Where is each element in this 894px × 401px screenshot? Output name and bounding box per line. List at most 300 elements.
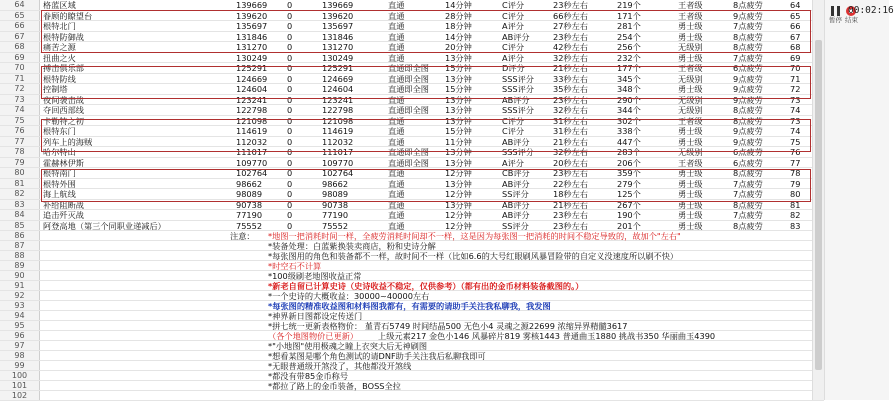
row-number[interactable]: 65 [0, 11, 40, 21]
cell-typ[interactable]: 直通 [388, 136, 405, 147]
row-number[interactable]: 100 [0, 371, 40, 380]
cell-z[interactable]: 0 [287, 147, 293, 157]
cell-ev[interactable]: C评分 [502, 42, 525, 52]
cell-ct[interactable]: 31秒左右 [553, 115, 588, 126]
cell-lv[interactable]: 勇士级 [678, 126, 703, 136]
cell-typ[interactable]: 直通 [388, 94, 405, 105]
cell-z[interactable]: 0 [287, 10, 293, 21]
cell-num[interactable]: 76 [790, 147, 801, 157]
row-number[interactable]: 92 [0, 291, 40, 300]
cell-tired[interactable]: 8点疲劳 [733, 105, 763, 115]
table-row[interactable] [0, 189, 824, 200]
cell-hp[interactable]: 124604 [236, 84, 268, 94]
cell-name[interactable]: 根特防线 [43, 73, 76, 84]
cell-hp[interactable]: 139669 [236, 0, 268, 10]
row-number[interactable]: 91 [0, 281, 40, 290]
table-row[interactable] [0, 137, 824, 148]
cell-z[interactable]: 0 [287, 42, 293, 52]
cell-typ[interactable]: 直通即全图 [388, 84, 429, 94]
cell-gold[interactable]: 219个 [617, 0, 641, 10]
cell-num[interactable]: 66 [790, 21, 801, 31]
cell-ev[interactable]: AB评分 [502, 136, 530, 147]
cell-tired[interactable]: 8点疲劳 [733, 115, 763, 126]
cell-tired[interactable]: 8点疲劳 [733, 31, 763, 42]
cell-tm[interactable]: 15分钟 [445, 126, 472, 136]
vertical-scrollbar[interactable] [812, 0, 824, 400]
cell-tm[interactable]: 14分钟 [445, 31, 472, 42]
row-number[interactable]: 69 [0, 53, 40, 63]
cell-ct[interactable]: 21秒左右 [553, 199, 588, 210]
cell-num[interactable]: 80 [790, 189, 801, 199]
cell-hp2[interactable]: 135697 [322, 21, 354, 31]
cell-ct[interactable]: 20秒左右 [553, 157, 588, 168]
cell-typ[interactable]: 直通即全图 [388, 105, 429, 115]
row-number[interactable]: 93 [0, 301, 40, 310]
cell-tm[interactable]: 13分钟 [445, 73, 472, 84]
cell-name[interactable]: 控制塔 [43, 84, 68, 94]
cell-z[interactable]: 0 [287, 115, 293, 126]
cell-lv[interactable]: 王者级 [678, 157, 703, 168]
row-number[interactable]: 71 [0, 74, 40, 84]
cell-ev[interactable]: AB评分 [502, 94, 530, 105]
cell-z[interactable]: 0 [287, 94, 293, 105]
cell-hp2[interactable]: 139669 [322, 0, 354, 10]
cell-typ[interactable]: 直通 [388, 189, 405, 199]
cell-typ[interactable]: 直通即全图 [388, 147, 429, 157]
cell-ev[interactable]: SS评分 [502, 220, 529, 231]
cell-name[interactable]: 根特外围 [43, 178, 76, 189]
cell-typ[interactable]: 直通 [388, 220, 405, 231]
cell-num[interactable]: 83 [790, 220, 801, 231]
cell-hp2[interactable]: 90738 [322, 199, 349, 210]
row-number[interactable]: 90 [0, 271, 40, 280]
cell-gold[interactable]: 338个 [617, 126, 641, 136]
row-number[interactable]: 102 [0, 391, 40, 400]
cell-tired[interactable]: 7点疲劳 [733, 21, 763, 31]
cell-tm[interactable]: 13分钟 [445, 157, 472, 168]
cell-name[interactable]: 夺回西部线 [43, 105, 84, 115]
row-number[interactable]: 99 [0, 361, 40, 370]
cell-num[interactable]: 70 [790, 63, 801, 73]
cell-typ[interactable]: 直通 [388, 42, 405, 52]
cell-ct[interactable]: 23秒左右 [553, 220, 588, 231]
cell-lv[interactable]: 无级别 [678, 105, 703, 115]
cell-name[interactable]: 卡勒特之初 [43, 115, 84, 126]
row-number[interactable]: 83 [0, 200, 40, 210]
row-number[interactable]: 82 [0, 189, 40, 199]
cell-lv[interactable]: 王者级 [678, 10, 703, 21]
cell-ev[interactable]: A评分 [502, 21, 524, 31]
cell-hp2[interactable]: 131846 [322, 31, 354, 42]
cell-gold[interactable]: 281个 [617, 21, 641, 31]
cell-gold[interactable]: 232个 [617, 52, 641, 63]
cell-name[interactable]: 痛苦之源 [43, 42, 76, 52]
cell-gold[interactable]: 344个 [617, 105, 641, 115]
cell-lv[interactable]: 勇士级 [678, 189, 703, 199]
cell-tm[interactable]: 12分钟 [445, 220, 472, 231]
row-number[interactable]: 70 [0, 63, 40, 73]
row-number[interactable]: 85 [0, 221, 40, 231]
cell-gold[interactable]: 359个 [617, 168, 641, 178]
cell-hp[interactable]: 124669 [236, 73, 268, 84]
cell-typ[interactable]: 直通 [388, 52, 405, 63]
cell-tm[interactable]: 28分钟 [445, 10, 472, 21]
cell-name[interactable]: 哈尔特山 [43, 147, 76, 157]
row-number[interactable]: 75 [0, 116, 40, 126]
cell-ev[interactable]: SSS评分 [502, 147, 534, 157]
cell-z[interactable]: 0 [287, 0, 293, 10]
cell-typ[interactable]: 直通即全图 [388, 63, 429, 73]
row-number[interactable]: 89 [0, 261, 40, 270]
table-row[interactable] [0, 261, 824, 271]
row-number[interactable]: 73 [0, 95, 40, 105]
table-row[interactable] [0, 200, 824, 211]
cell-num[interactable]: 73 [790, 115, 801, 126]
cell-gold[interactable]: 345个 [617, 73, 641, 84]
cell-z[interactable]: 0 [287, 52, 293, 63]
cell-lv[interactable]: 王者级 [678, 63, 703, 73]
row-number[interactable]: 78 [0, 147, 40, 157]
cell-gold[interactable]: 171个 [617, 10, 641, 21]
cell-hp[interactable]: 98089 [236, 189, 263, 199]
cell-tired[interactable]: 8点疲劳 [733, 199, 763, 210]
cell-num[interactable]: 79 [790, 178, 801, 189]
cell-typ[interactable]: 直通 [388, 21, 405, 31]
table-row[interactable] [0, 179, 824, 190]
cell-hp[interactable]: 130249 [236, 52, 268, 63]
cell-num[interactable]: 78 [790, 168, 801, 178]
cell-num[interactable]: 65 [790, 10, 801, 21]
cell-hp2[interactable]: 124604 [322, 84, 354, 94]
table-row[interactable] [0, 74, 824, 85]
cell-z[interactable]: 0 [287, 220, 293, 231]
cell-tm[interactable]: 12分钟 [445, 210, 472, 220]
cell-z[interactable]: 0 [287, 63, 293, 73]
cell-hp2[interactable]: 125291 [322, 63, 354, 73]
cell-num[interactable]: 68 [790, 42, 801, 52]
cell-gold[interactable]: 256个 [617, 42, 641, 52]
cell-gold[interactable]: 177个 [617, 63, 641, 73]
cell-tm[interactable]: 15分钟 [445, 63, 472, 73]
row-number[interactable]: 68 [0, 42, 40, 52]
row-number[interactable]: 96 [0, 331, 40, 340]
table-row[interactable] [0, 32, 824, 43]
cell-hp[interactable]: 135697 [236, 21, 268, 31]
cell-name[interactable]: 海上航线 [43, 189, 76, 199]
cell-hp[interactable]: 75552 [236, 220, 263, 231]
cell-tired[interactable]: 8点疲劳 [733, 0, 763, 10]
cell-typ[interactable]: 直通 [388, 178, 405, 189]
cell-z[interactable]: 0 [287, 31, 293, 42]
table-row[interactable] [0, 147, 824, 158]
cell-lv[interactable]: 无级别 [678, 147, 703, 157]
cell-gold[interactable]: 206个 [617, 157, 641, 168]
cell-tired[interactable]: 6点疲劳 [733, 147, 763, 157]
cell-ct[interactable]: 23秒左右 [553, 0, 588, 10]
cell-name[interactable]: 根特东门 [43, 126, 76, 136]
cell-hp2[interactable]: 102764 [322, 168, 354, 178]
cell-z[interactable]: 0 [287, 189, 293, 199]
cell-gold[interactable]: 125个 [617, 189, 641, 199]
table-row[interactable] [0, 168, 824, 179]
cell-name[interactable]: 补给阻断战 [43, 199, 84, 210]
cell-name[interactable]: 追击歼灭战 [43, 210, 84, 220]
cell-typ[interactable]: 直通 [388, 10, 405, 21]
cell-gold[interactable]: 279个 [617, 178, 641, 189]
cell-ev[interactable]: SSS评分 [502, 105, 534, 115]
cell-hp[interactable]: 139620 [236, 10, 268, 21]
cell-ev[interactable]: C评分 [502, 126, 525, 136]
cell-ct[interactable]: 66秒左右 [553, 10, 588, 21]
row-number[interactable]: 87 [0, 241, 40, 250]
cell-tm[interactable]: 13分钟 [445, 105, 472, 115]
table-row[interactable] [0, 63, 824, 74]
cell-tm[interactable]: 12分钟 [445, 189, 472, 199]
cell-hp2[interactable]: 112032 [322, 136, 354, 147]
cell-ev[interactable]: A评分 [502, 157, 524, 168]
cell-num[interactable]: 74 [790, 126, 801, 136]
cell-lv[interactable]: 王者级 [678, 0, 703, 10]
table-row[interactable] [0, 311, 824, 321]
cell-ct[interactable]: 32秒左右 [553, 52, 588, 63]
cell-ct[interactable]: 23秒左右 [553, 31, 588, 42]
table-row[interactable] [0, 381, 824, 391]
cell-tired[interactable]: 6点疲劳 [733, 157, 763, 168]
cell-typ[interactable]: 直通 [388, 0, 405, 10]
row-number[interactable]: 67 [0, 32, 40, 42]
row-number[interactable]: 101 [0, 381, 40, 390]
cell-num[interactable]: 81 [790, 199, 801, 210]
cell-name[interactable]: 阿登高地（第三个同职业递减后） [43, 220, 166, 231]
cell-tm[interactable]: 13分钟 [445, 94, 472, 105]
cell-hp[interactable]: 114619 [236, 126, 268, 136]
cell-ev[interactable]: CB评分 [502, 168, 530, 178]
row-number[interactable]: 77 [0, 137, 40, 147]
cell-ev[interactable]: C评分 [502, 0, 525, 10]
table-row[interactable] [0, 21, 824, 32]
cell-tired[interactable]: 6点疲劳 [733, 63, 763, 73]
cell-tm[interactable]: 13分钟 [445, 115, 472, 126]
cell-z[interactable]: 0 [287, 210, 293, 220]
cell-lv[interactable]: 勇士级 [678, 220, 703, 231]
cell-ev[interactable]: D评分 [502, 63, 525, 73]
cell-name[interactable]: 霍赫林伊斯 [43, 157, 84, 168]
cell-ev[interactable]: SSS评分 [502, 84, 534, 94]
cell-hp[interactable]: 121098 [236, 115, 268, 126]
cell-tired[interactable]: 7点疲劳 [733, 178, 763, 189]
cell-z[interactable]: 0 [287, 178, 293, 189]
cell-ev[interactable]: SS评分 [502, 189, 529, 199]
cell-ct[interactable]: 23秒左右 [553, 168, 588, 178]
cell-hp2[interactable]: 139620 [322, 10, 354, 21]
cell-hp2[interactable]: 121098 [322, 115, 354, 126]
cell-ct[interactable]: 23秒左右 [553, 94, 588, 105]
cell-ev[interactable]: C评分 [502, 115, 525, 126]
cell-z[interactable]: 0 [287, 105, 293, 115]
cell-ct[interactable]: 18秒左右 [553, 189, 588, 199]
cell-hp[interactable]: 102764 [236, 168, 268, 178]
cell-hp2[interactable]: 98089 [322, 189, 349, 199]
cell-lv[interactable]: 勇士级 [678, 84, 703, 94]
cell-typ[interactable]: 直通即全图 [388, 73, 429, 84]
row-number[interactable]: 94 [0, 311, 40, 320]
cell-gold[interactable]: 283个 [617, 147, 641, 157]
cell-ct[interactable]: 32秒左右 [553, 105, 588, 115]
cell-hp2[interactable]: 77190 [322, 210, 349, 220]
table-row[interactable] [0, 42, 824, 53]
cell-ct[interactable]: 22秒左右 [553, 178, 588, 189]
cell-name[interactable]: 根特防御战 [43, 31, 84, 42]
cell-lv[interactable]: 勇士级 [678, 52, 703, 63]
cell-hp[interactable]: 77190 [236, 210, 263, 220]
cell-num[interactable]: 82 [790, 210, 801, 220]
cell-hp2[interactable]: 98662 [322, 178, 349, 189]
row-number[interactable]: 86 [0, 231, 40, 240]
cell-ev[interactable]: A评分 [502, 52, 524, 63]
row-number[interactable]: 95 [0, 321, 40, 330]
cell-num[interactable]: 77 [790, 157, 801, 168]
cell-tired[interactable]: 8点疲劳 [733, 42, 763, 52]
cell-num[interactable]: 64 [790, 0, 801, 10]
table-row[interactable] [0, 105, 824, 116]
cell-ct[interactable]: 31秒左右 [553, 126, 588, 136]
cell-name[interactable]: 根特北门 [43, 21, 76, 31]
cell-ev[interactable]: SSS评分 [502, 73, 534, 84]
row-number[interactable]: 64 [0, 0, 40, 10]
cell-hp2[interactable]: 131270 [322, 42, 354, 52]
cell-num[interactable]: 74 [790, 105, 801, 115]
cell-z[interactable]: 0 [287, 136, 293, 147]
cell-tired[interactable]: 7点疲劳 [733, 210, 763, 220]
cell-z[interactable]: 0 [287, 73, 293, 84]
cell-ct[interactable]: 35秒左右 [553, 84, 588, 94]
cell-ct[interactable]: 32秒左右 [553, 147, 588, 157]
cell-tm[interactable]: 13分钟 [445, 52, 472, 63]
cell-hp[interactable]: 123241 [236, 94, 268, 105]
cell-tired[interactable]: 7点疲劳 [733, 189, 763, 199]
cell-lv[interactable]: 勇士级 [678, 31, 703, 42]
row-number[interactable]: 72 [0, 84, 40, 94]
row-number[interactable]: 66 [0, 21, 40, 31]
cell-ct[interactable]: 42秒左右 [553, 42, 588, 52]
cell-tired[interactable]: 9点疲劳 [733, 94, 763, 105]
cell-ct[interactable]: 21秒左右 [553, 136, 588, 147]
table-row[interactable] [0, 11, 824, 22]
cell-z[interactable]: 0 [287, 168, 293, 178]
cell-hp[interactable]: 131270 [236, 42, 268, 52]
cell-gold[interactable]: 302个 [617, 115, 641, 126]
cell-hp2[interactable]: 109770 [322, 157, 354, 168]
cell-ev[interactable]: AB评分 [502, 178, 530, 189]
cell-gold[interactable]: 290个 [617, 94, 641, 105]
cell-tm[interactable]: 13分钟 [445, 147, 472, 157]
cell-name[interactable]: 格蓝区域 [43, 0, 76, 10]
cell-gold[interactable]: 201个 [617, 220, 641, 231]
cell-hp2[interactable]: 75552 [322, 220, 349, 231]
cell-hp[interactable]: 112032 [236, 136, 268, 147]
cell-num[interactable]: 72 [790, 84, 801, 94]
cell-lv[interactable]: 王者级 [678, 115, 703, 126]
cell-z[interactable]: 0 [287, 21, 293, 31]
cell-hp2[interactable]: 124669 [322, 73, 354, 84]
cell-lv[interactable]: 勇士级 [678, 136, 703, 147]
cell-hp[interactable]: 122798 [236, 105, 268, 115]
row-number[interactable]: 76 [0, 126, 40, 136]
table-row[interactable] [0, 221, 824, 232]
cell-num[interactable]: 69 [790, 52, 801, 63]
cell-z[interactable]: 0 [287, 126, 293, 136]
cell-gold[interactable]: 190个 [617, 210, 641, 220]
cell-hp2[interactable]: 123241 [322, 94, 354, 105]
cell-hp[interactable]: 131846 [236, 31, 268, 42]
table-row[interactable] [0, 371, 824, 381]
cell-ev[interactable]: AB评分 [502, 199, 530, 210]
cell-tired[interactable]: 8点疲劳 [733, 220, 763, 231]
cell-name[interactable]: 根特南门 [43, 168, 76, 178]
cell-ev[interactable]: AB评分 [502, 210, 530, 220]
cell-name[interactable]: 搏击俱乐部 [43, 63, 84, 73]
cell-lv[interactable]: 无级别 [678, 94, 703, 105]
cell-gold[interactable]: 447个 [617, 136, 641, 147]
cell-lv[interactable]: 无级别 [678, 42, 703, 52]
cell-tired[interactable]: 9点疲劳 [733, 136, 763, 147]
cell-typ[interactable]: 直通 [388, 31, 405, 42]
row-number[interactable]: 98 [0, 351, 40, 360]
cell-num[interactable]: 75 [790, 136, 801, 147]
row-number[interactable]: 80 [0, 168, 40, 178]
cell-tm[interactable]: 20分钟 [445, 42, 472, 52]
cell-hp2[interactable]: 114619 [322, 126, 354, 136]
cell-tm[interactable]: 15分钟 [445, 84, 472, 94]
cell-lv[interactable]: 勇士级 [678, 199, 703, 210]
cell-z[interactable]: 0 [287, 157, 293, 168]
cell-tm[interactable]: 11分钟 [445, 136, 472, 147]
cell-tm[interactable]: 18分钟 [445, 21, 472, 31]
cell-hp[interactable]: 98662 [236, 178, 263, 189]
cell-ct[interactable]: 21秒左右 [553, 63, 588, 73]
cell-tm[interactable]: 12分钟 [445, 168, 472, 178]
row-number[interactable]: 97 [0, 341, 40, 350]
cell-typ[interactable]: 直通 [388, 199, 405, 210]
cell-lv[interactable]: 勇士级 [678, 21, 703, 31]
cell-lv[interactable]: 无级别 [678, 73, 703, 84]
cell-typ[interactable]: 直通 [388, 210, 405, 220]
cell-typ[interactable]: 直通 [388, 126, 405, 136]
cell-ct[interactable]: 23秒左右 [553, 210, 588, 220]
cell-hp2[interactable]: 130249 [322, 52, 354, 63]
cell-num[interactable]: 71 [790, 73, 801, 84]
cell-tired[interactable]: 9点疲劳 [733, 126, 763, 136]
cell-hp[interactable]: 125291 [236, 63, 268, 73]
cell-num[interactable]: 67 [790, 31, 801, 42]
row-number[interactable]: 88 [0, 251, 40, 260]
cell-hp2[interactable]: 122798 [322, 105, 354, 115]
cell-tired[interactable]: 9点疲劳 [733, 84, 763, 94]
table-row[interactable] [0, 271, 824, 281]
cell-ev[interactable]: AB评分 [502, 31, 530, 42]
cell-lv[interactable]: 勇士级 [678, 178, 703, 189]
row-number[interactable]: 79 [0, 158, 40, 168]
table-row[interactable] [0, 116, 824, 127]
cell-gold[interactable]: 254个 [617, 31, 641, 42]
cell-lv[interactable]: 勇士级 [678, 168, 703, 178]
cell-tm[interactable]: 14分钟 [445, 0, 472, 10]
table-row[interactable] [0, 53, 824, 64]
cell-gold[interactable]: 267个 [617, 199, 641, 210]
table-row[interactable] [0, 210, 824, 221]
cell-tired[interactable]: 8点疲劳 [733, 168, 763, 178]
cell-ct[interactable]: 33秒左右 [553, 73, 588, 84]
